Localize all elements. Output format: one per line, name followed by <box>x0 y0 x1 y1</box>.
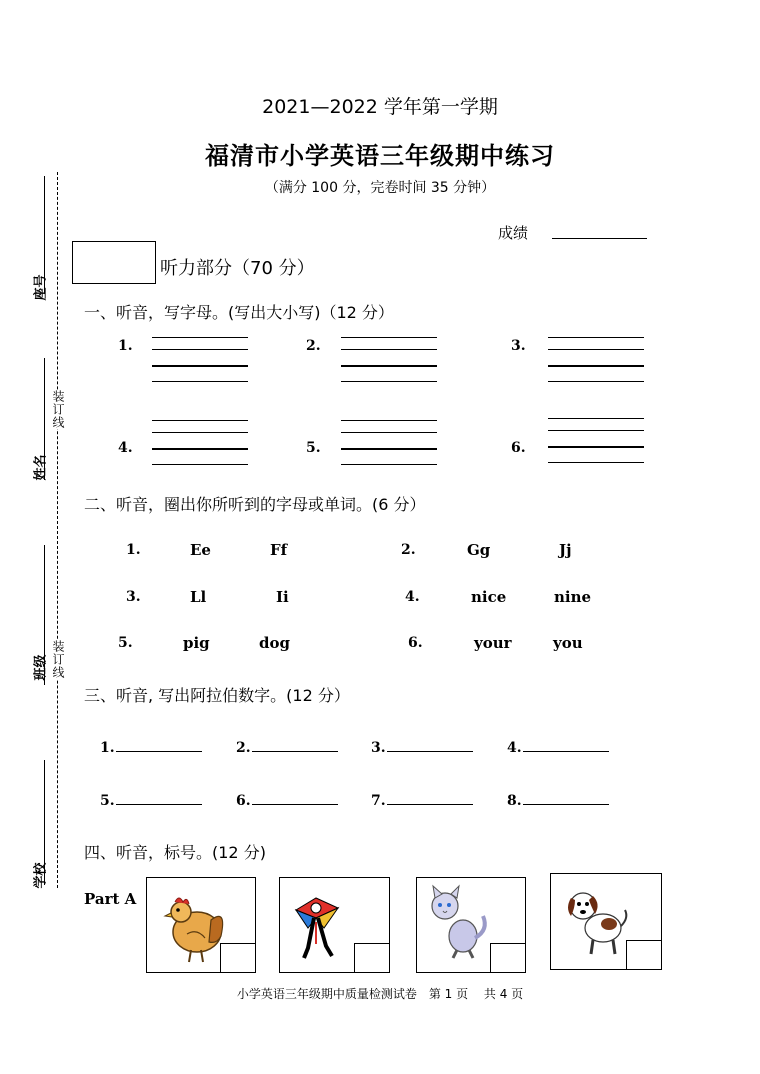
s1-item-num: 1. <box>118 338 133 354</box>
s2-option[interactable]: you <box>553 634 583 652</box>
seat-label: 座号 <box>33 274 49 301</box>
s3-num: 2. <box>236 740 251 756</box>
s3-num: 1. <box>100 740 115 756</box>
s3-blank[interactable] <box>100 790 202 809</box>
picture-card <box>416 877 526 973</box>
answer-box[interactable] <box>220 943 255 972</box>
page-title: 福清市小学英语三年级期中练习 <box>205 142 555 170</box>
s2-option[interactable]: dog <box>259 634 290 652</box>
section3-title: 三、听音, 写出阿拉伯数字。(12 分） <box>84 686 350 705</box>
s3-num: 3. <box>371 740 386 756</box>
s1-item-num: 5. <box>306 440 321 456</box>
s2-item-num: 6. <box>408 635 423 651</box>
s2-option[interactable]: nice <box>471 588 507 606</box>
answer-box[interactable] <box>626 940 661 969</box>
s3-blank[interactable] <box>236 737 338 756</box>
binding-line-text-1: 装订线 <box>51 390 65 429</box>
section2-title: 二、听音，圈出你所听到的字母或单词。(6 分） <box>84 495 426 514</box>
listening-heading: 听力部分（70 分） <box>160 258 315 279</box>
s2-option[interactable]: Ll <box>190 588 207 606</box>
score-label: 成绩 <box>498 224 529 242</box>
page-footer: 小学英语三年级期中质量检测试卷 第 1 页 共 4 页 <box>236 987 524 1001</box>
s2-option[interactable]: pig <box>183 634 210 652</box>
s2-item-num: 4. <box>405 589 420 605</box>
s2-item-num: 5. <box>118 635 133 651</box>
s3-blank[interactable] <box>371 790 473 809</box>
picture-card <box>550 873 662 970</box>
binding-dashed-line <box>57 172 58 888</box>
class-label: 班级 <box>33 654 49 681</box>
s1-item-num: 3. <box>511 338 526 354</box>
s3-num: 4. <box>507 740 522 756</box>
s2-option[interactable]: Ee <box>190 541 211 559</box>
s3-blank[interactable] <box>236 790 338 809</box>
section1-title: 一、听音，写字母。(写出大小写)（12 分） <box>84 303 394 322</box>
binding-line-text-2: 装订线 <box>51 640 65 679</box>
page-subtitle: （满分 100 分，完卷时间 35 分钟） <box>264 180 496 196</box>
school-label: 学校 <box>33 862 49 889</box>
s1-writing-lines[interactable] <box>152 337 248 381</box>
s3-num: 5. <box>100 793 115 809</box>
name-label: 姓名 <box>33 454 49 481</box>
s2-option[interactable]: Jj <box>559 541 572 559</box>
s1-item-num: 2. <box>306 338 321 354</box>
s3-num: 6. <box>236 793 251 809</box>
s1-writing-lines[interactable] <box>341 420 437 464</box>
part-a-label: Part A <box>84 890 137 908</box>
school-year: 2021—2022 学年第一学期 <box>262 96 498 118</box>
answer-box[interactable] <box>490 943 525 972</box>
s2-item-num: 1. <box>126 542 141 558</box>
s2-item-num: 3. <box>126 589 141 605</box>
s3-num: 8. <box>507 793 522 809</box>
answer-box[interactable] <box>354 943 389 972</box>
score-field[interactable] <box>552 238 647 239</box>
s1-writing-lines[interactable] <box>548 418 644 462</box>
picture-card <box>146 877 256 973</box>
section4-title: 四、听音，标号。(12 分) <box>84 843 266 862</box>
s3-num: 7. <box>371 793 386 809</box>
section-score-box[interactable] <box>72 241 156 284</box>
s2-option[interactable]: Ff <box>270 541 288 559</box>
s2-item-num: 2. <box>401 542 416 558</box>
s1-writing-lines[interactable] <box>548 337 644 381</box>
s2-option[interactable]: Ii <box>276 588 289 606</box>
s3-blank[interactable] <box>507 790 609 809</box>
s1-writing-lines[interactable] <box>152 420 248 464</box>
s2-option[interactable]: your <box>474 634 512 652</box>
s2-option[interactable]: nine <box>554 588 592 606</box>
s3-blank[interactable] <box>100 737 202 756</box>
s1-item-num: 6. <box>511 440 526 456</box>
s1-item-num: 4. <box>118 440 133 456</box>
s2-option[interactable]: Gg <box>467 541 491 559</box>
s3-blank[interactable] <box>371 737 473 756</box>
s3-blank[interactable] <box>507 737 609 756</box>
picture-card <box>279 877 390 973</box>
s1-writing-lines[interactable] <box>341 337 437 381</box>
